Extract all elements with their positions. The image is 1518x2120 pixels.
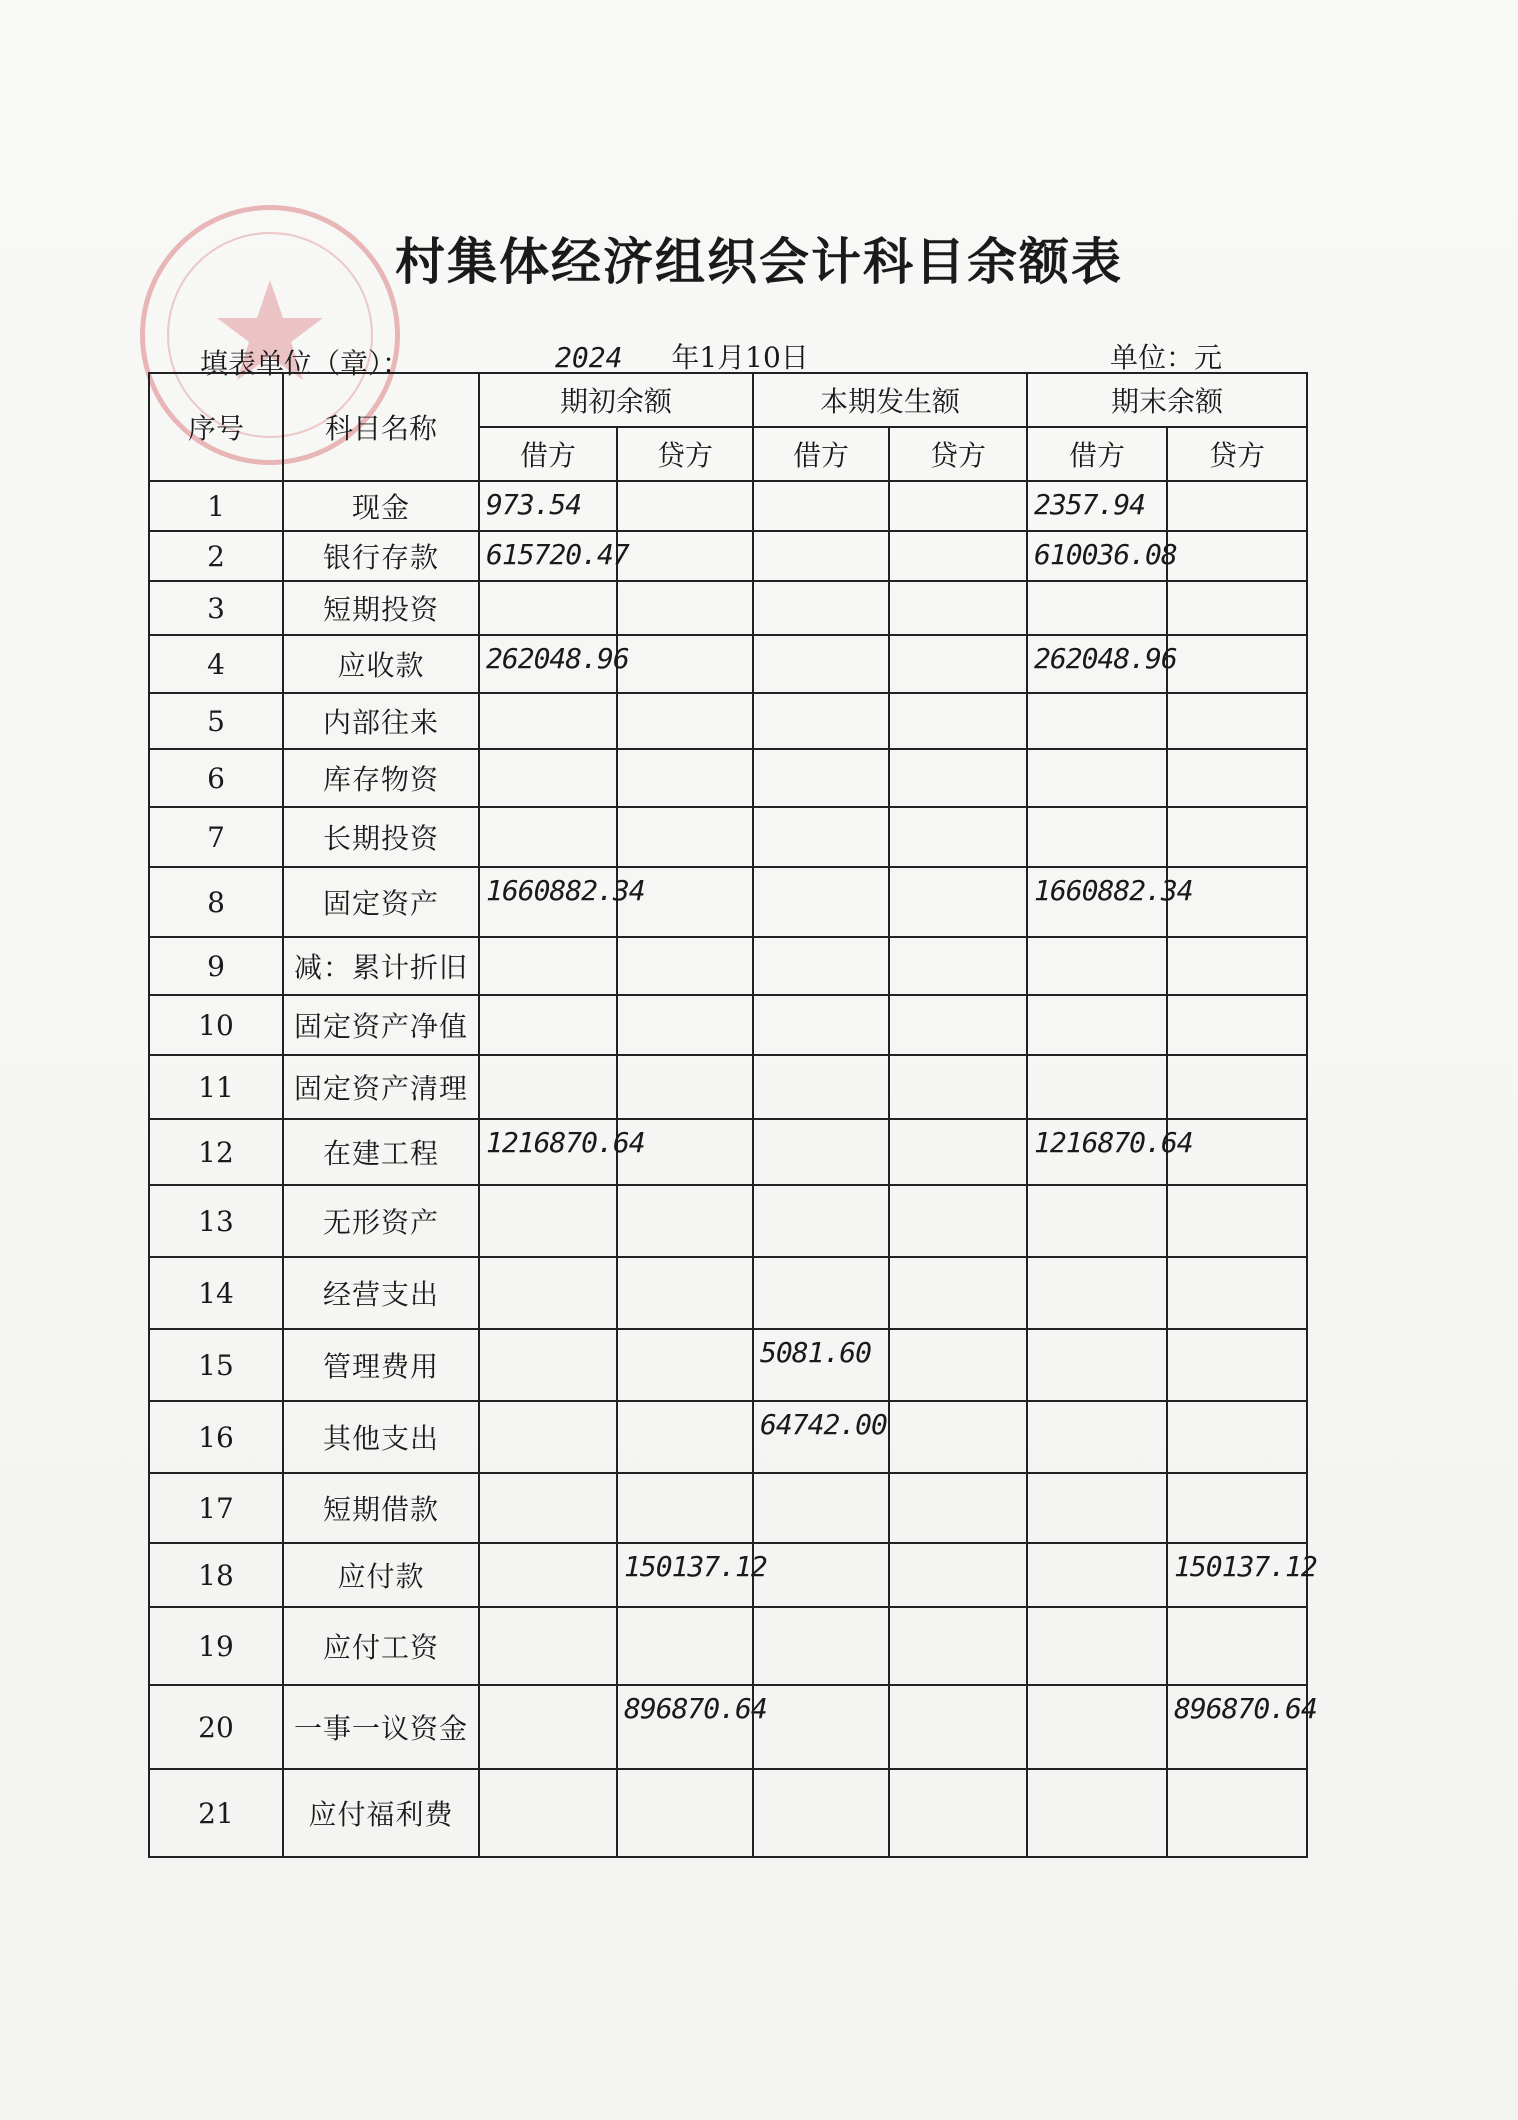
cell-o-debit [479, 1329, 617, 1401]
cell-c-credit [889, 581, 1027, 635]
row-seq: 7 [149, 807, 283, 867]
cell-c-credit [889, 1401, 1027, 1473]
table-row [149, 481, 1307, 531]
cell-o-debit: 262048.96 [479, 635, 617, 693]
cell-c-credit [889, 1473, 1027, 1543]
row-account-name: 固定资产清理 [283, 1055, 479, 1119]
cell-e-credit [1167, 807, 1307, 867]
cell-c-debit [753, 749, 889, 807]
table-row [149, 1329, 1307, 1401]
cell-c-debit [753, 1543, 889, 1607]
row-seq: 11 [149, 1055, 283, 1119]
cell-o-debit [479, 1401, 617, 1473]
cell-c-debit [753, 1257, 889, 1329]
table-row [149, 1119, 1307, 1185]
table-row [149, 1685, 1307, 1769]
cell-e-credit [1167, 937, 1307, 995]
cell-c-debit [753, 937, 889, 995]
cell-o-debit [479, 1769, 617, 1857]
cell-o-debit: 1660882.34 [479, 867, 617, 937]
table-row [149, 807, 1307, 867]
row-seq: 10 [149, 995, 283, 1055]
document-title: 村集体经济组织会计科目余额表 [395, 233, 1123, 291]
row-account-name: 在建工程 [283, 1119, 479, 1185]
header-current-period: 本期发生额 [753, 373, 1027, 427]
row-seq: 13 [149, 1185, 283, 1257]
row-seq: 6 [149, 749, 283, 807]
row-account-name: 库存物资 [283, 749, 479, 807]
cell-e-credit [1167, 581, 1307, 635]
cell-o-debit [479, 1473, 617, 1543]
cell-c-debit: 5081.60 [753, 1329, 889, 1401]
header-closing-balance: 期末余额 [1027, 373, 1307, 427]
row-account-name: 一事一议资金 [283, 1685, 479, 1769]
cell-e-credit [1167, 531, 1307, 581]
table-row [149, 1543, 1307, 1607]
cell-e-credit [1167, 1185, 1307, 1257]
cell-e-debit [1027, 1329, 1167, 1401]
row-seq: 17 [149, 1473, 283, 1543]
cell-o-credit: 150137.12 [617, 1543, 753, 1607]
cell-e-credit [1167, 1257, 1307, 1329]
cell-o-debit [479, 807, 617, 867]
cell-e-credit [1167, 995, 1307, 1055]
row-account-name: 无形资产 [283, 1185, 479, 1257]
cell-o-credit [617, 531, 753, 581]
cell-o-credit [617, 1473, 753, 1543]
cell-c-debit [753, 531, 889, 581]
row-seq: 16 [149, 1401, 283, 1473]
cell-c-debit [753, 635, 889, 693]
cell-e-debit [1027, 1607, 1167, 1685]
cell-o-credit [617, 693, 753, 749]
cell-e-credit [1167, 1769, 1307, 1857]
cell-c-debit [753, 995, 889, 1055]
header-current-debit: 借方 [753, 427, 889, 481]
row-seq: 2 [149, 531, 283, 581]
row-account-name: 固定资产净值 [283, 995, 479, 1055]
header-closing-credit: 贷方 [1167, 427, 1307, 481]
cell-c-credit [889, 1329, 1027, 1401]
cell-e-debit [1027, 581, 1167, 635]
header-account-name: 科目名称 [283, 373, 479, 481]
cell-e-debit [1027, 995, 1167, 1055]
row-seq: 20 [149, 1685, 283, 1769]
cell-e-debit [1027, 1055, 1167, 1119]
cell-c-credit [889, 1607, 1027, 1685]
row-seq: 8 [149, 867, 283, 937]
row-seq: 1 [149, 481, 283, 531]
table-row [149, 1401, 1307, 1473]
cell-c-credit [889, 1685, 1027, 1769]
cell-o-credit [617, 581, 753, 635]
row-account-name: 短期投资 [283, 581, 479, 635]
row-account-name: 应付工资 [283, 1607, 479, 1685]
cell-e-debit: 1660882.34 [1027, 867, 1167, 937]
cell-o-credit [617, 1401, 753, 1473]
cell-e-debit: 610036.08 [1027, 531, 1167, 581]
report-date [555, 336, 809, 376]
cell-e-credit [1167, 693, 1307, 749]
cell-c-credit [889, 1055, 1027, 1119]
table-row [149, 867, 1307, 937]
header-closing-debit: 借方 [1027, 427, 1167, 481]
row-seq: 9 [149, 937, 283, 995]
header-opening-debit: 借方 [479, 427, 617, 481]
table-row [149, 1055, 1307, 1119]
cell-o-credit [617, 635, 753, 693]
cell-c-credit [889, 481, 1027, 531]
cell-o-debit [479, 693, 617, 749]
row-account-name: 管理费用 [283, 1329, 479, 1401]
table-row [149, 1185, 1307, 1257]
row-seq: 21 [149, 1769, 283, 1857]
currency-unit-label: 单位：元 [1110, 341, 1223, 374]
cell-e-debit [1027, 1543, 1167, 1607]
table-row [149, 693, 1307, 749]
cell-e-credit [1167, 1473, 1307, 1543]
cell-c-debit [753, 1607, 889, 1685]
cell-e-credit [1167, 481, 1307, 531]
table-row [149, 749, 1307, 807]
cell-e-credit: 150137.12 [1167, 1543, 1307, 1607]
cell-o-debit: 615720.47 [479, 531, 617, 581]
cell-e-debit [1027, 1185, 1167, 1257]
cell-c-credit [889, 531, 1027, 581]
balance-table [148, 372, 1317, 1858]
cell-c-credit [889, 1769, 1027, 1857]
cell-o-debit [479, 995, 617, 1055]
cell-c-debit: 64742.00 [753, 1401, 889, 1473]
row-seq: 14 [149, 1257, 283, 1329]
cell-c-credit [889, 867, 1027, 937]
row-account-name: 应付福利费 [283, 1769, 479, 1857]
cell-e-debit [1027, 1769, 1167, 1857]
cell-c-debit [753, 1685, 889, 1769]
cell-e-debit [1027, 807, 1167, 867]
cell-c-debit [753, 693, 889, 749]
header-current-credit: 贷方 [889, 427, 1027, 481]
cell-c-credit [889, 995, 1027, 1055]
cell-o-credit [617, 1055, 753, 1119]
cell-e-debit [1027, 1473, 1167, 1543]
row-seq: 5 [149, 693, 283, 749]
table-row [149, 995, 1307, 1055]
cell-e-credit [1167, 1607, 1307, 1685]
row-account-name: 短期借款 [283, 1473, 479, 1543]
cell-c-credit [889, 937, 1027, 995]
cell-e-credit [1167, 1329, 1307, 1401]
row-account-name: 应收款 [283, 635, 479, 693]
cell-c-debit [753, 1055, 889, 1119]
cell-e-debit [1027, 937, 1167, 995]
header-seq: 序号 [149, 373, 283, 481]
table-row [149, 1473, 1307, 1543]
cell-o-debit [479, 749, 617, 807]
cell-o-debit: 1216870.64 [479, 1119, 617, 1185]
cell-e-credit [1167, 1055, 1307, 1119]
cell-e-credit [1167, 1401, 1307, 1473]
cell-o-debit [479, 1185, 617, 1257]
cell-e-debit [1027, 1685, 1167, 1769]
cell-o-debit: 973.54 [479, 481, 617, 531]
cell-o-credit [617, 995, 753, 1055]
cell-o-credit [617, 481, 753, 531]
cell-c-debit [753, 867, 889, 937]
table-row [149, 1769, 1307, 1857]
cell-o-debit [479, 1055, 617, 1119]
cell-c-credit [889, 1257, 1027, 1329]
cell-e-debit [1027, 693, 1167, 749]
cell-e-debit [1027, 749, 1167, 807]
table-row [149, 937, 1307, 995]
cell-e-debit: 262048.96 [1027, 635, 1167, 693]
cell-o-credit [617, 1257, 753, 1329]
cell-e-credit: 896870.64 [1167, 1685, 1307, 1769]
row-seq: 3 [149, 581, 283, 635]
date-year: 2024 [555, 341, 623, 374]
row-seq: 4 [149, 635, 283, 693]
cell-e-debit: 2357.94 [1027, 481, 1167, 531]
table-row [149, 635, 1307, 693]
header-opening-balance: 期初余额 [479, 373, 753, 427]
row-seq: 19 [149, 1607, 283, 1685]
cell-c-debit [753, 481, 889, 531]
cell-c-debit [753, 1769, 889, 1857]
header-opening-credit: 贷方 [617, 427, 753, 481]
cell-c-credit [889, 1185, 1027, 1257]
cell-o-credit [617, 749, 753, 807]
cell-e-debit [1027, 1257, 1167, 1329]
cell-o-credit [617, 1185, 753, 1257]
cell-c-debit [753, 1473, 889, 1543]
cell-e-debit [1027, 1401, 1167, 1473]
cell-c-debit [753, 1185, 889, 1257]
row-account-name: 其他支出 [283, 1401, 479, 1473]
table-row [149, 1257, 1307, 1329]
cell-o-debit [479, 1607, 617, 1685]
row-account-name: 应付款 [283, 1543, 479, 1607]
cell-o-debit [479, 1543, 617, 1607]
cell-o-debit [479, 581, 617, 635]
cell-o-credit [617, 807, 753, 867]
row-account-name: 现金 [283, 481, 479, 531]
table-row [149, 531, 1307, 581]
cell-c-credit [889, 693, 1027, 749]
cell-c-credit [889, 749, 1027, 807]
table-row [149, 1607, 1307, 1685]
cell-o-credit [617, 1769, 753, 1857]
cell-c-credit [889, 1119, 1027, 1185]
row-seq: 12 [149, 1119, 283, 1185]
fill-unit-label: 填表单位（章）： [200, 347, 411, 380]
table-body [149, 481, 1317, 1857]
cell-o-credit [617, 1329, 753, 1401]
cell-o-debit [479, 1257, 617, 1329]
row-seq: 18 [149, 1543, 283, 1607]
cell-e-debit: 1216870.64 [1027, 1119, 1167, 1185]
cell-o-credit: 896870.64 [617, 1685, 753, 1769]
cell-o-debit [479, 1685, 617, 1769]
cell-e-credit [1167, 749, 1307, 807]
row-account-name: 经营支出 [283, 1257, 479, 1329]
cell-c-debit [753, 581, 889, 635]
row-account-name: 银行存款 [283, 531, 479, 581]
cell-c-credit [889, 807, 1027, 867]
row-account-name: 长期投资 [283, 807, 479, 867]
row-account-name: 固定资产 [283, 867, 479, 937]
row-account-name: 内部往来 [283, 693, 479, 749]
cell-c-debit [753, 807, 889, 867]
cell-o-credit [617, 937, 753, 995]
cell-c-credit [889, 635, 1027, 693]
row-seq: 15 [149, 1329, 283, 1401]
row-account-name: 减：累计折旧 [283, 937, 479, 995]
cell-c-credit [889, 1543, 1027, 1607]
cell-o-credit [617, 1607, 753, 1685]
cell-o-debit [479, 937, 617, 995]
cell-e-credit [1167, 635, 1307, 693]
cell-c-debit [753, 1119, 889, 1185]
date-month-day: 年1月10日 [671, 341, 809, 374]
table-row [149, 581, 1307, 635]
